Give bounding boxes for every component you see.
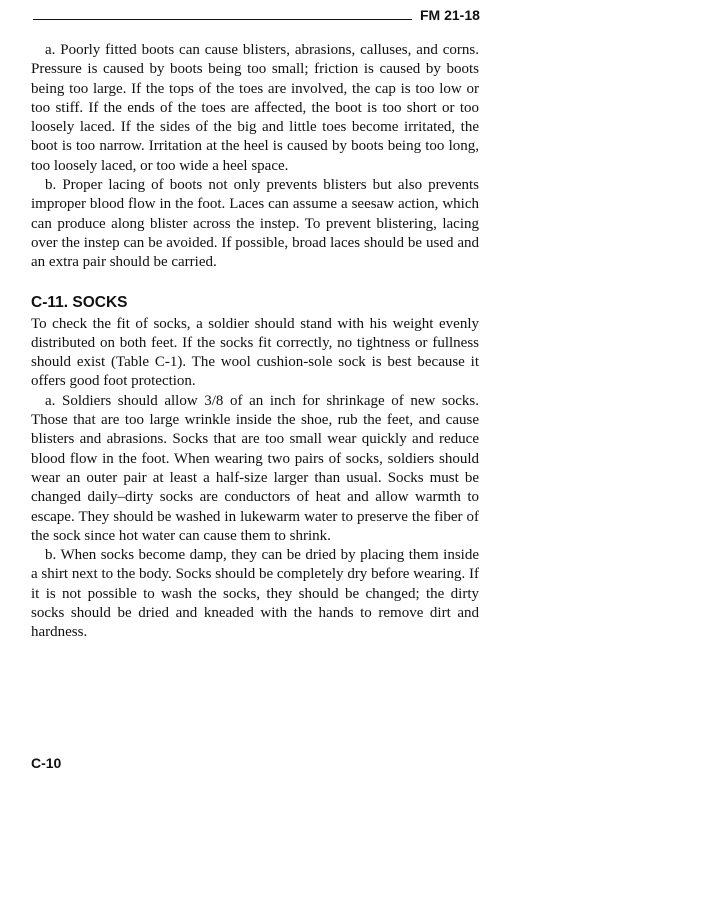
socks-intro-paragraph: To check the fit of socks, a soldier should stand with his weight evenly distributed on both feet. If the socks fit correctly, no tightness or fullness should exist (Table C-1). The wool cushion-sole sock is best because it offers good foot protection. <box>31 315 479 390</box>
page-body <box>31 41 479 643</box>
socks-paragraph-b: b. When socks become damp, they can be dried by placing them inside a shirt next to the body. Socks should be completely dry before wearing. If it is not possible to wash the socks, they should be changed; the dirty socks should be dried and kneaded with the hands to remove dirt and hardness. <box>31 547 479 641</box>
socks-paragraph-a: a. Soldiers should allow 3/8 of an inch for shrinkage of new socks. Those that are too large wrinkle inside the shoe, rub the feet, and cause blisters and abrasions. Socks that are too small wear quickly and reduce blood flow in the foot. When wearing two pairs of socks, soldiers should wear an outer pair at least a half-size larger than usual. Socks must be changed daily–dirty socks are conductors of heat and allow warmth to escape. They should be washed in lukewarm water to preserve the fiber of the sock since hot water can cause them to shrink. <box>31 392 479 544</box>
boots-paragraph-b: b. Proper lacing of boots not only prevents blisters but also prevents improper blood flow in the foot. Laces can assume a seesaw action, which can produce along blister across the instep. To prevent blistering, lacing over the instep can be avoided. If possible, broad laces should be used and an extra pair should be carried. <box>31 177 479 271</box>
page-number: C-10 <box>31 755 62 771</box>
boots-paragraph-a: a. Poorly fitted boots can cause blisters, abrasions, calluses, and corns. Pressure is caused by boots being too small; friction is caused by boots being too large. If the tops of the toes are involved, the cap is too low or too stiff. If the ends of the toes are affected, the boot is too short or too loosely laced. If the sides of the big and little toes become irritated, the boot is too narrow. Irritation at the heel is caused by boots being too long, too loosely laced, or too wide a heel space. <box>31 42 479 174</box>
section-heading-socks: C-11. SOCKS <box>31 293 128 311</box>
document-id: FM 21-18 <box>420 7 480 23</box>
header-rule <box>33 19 412 20</box>
